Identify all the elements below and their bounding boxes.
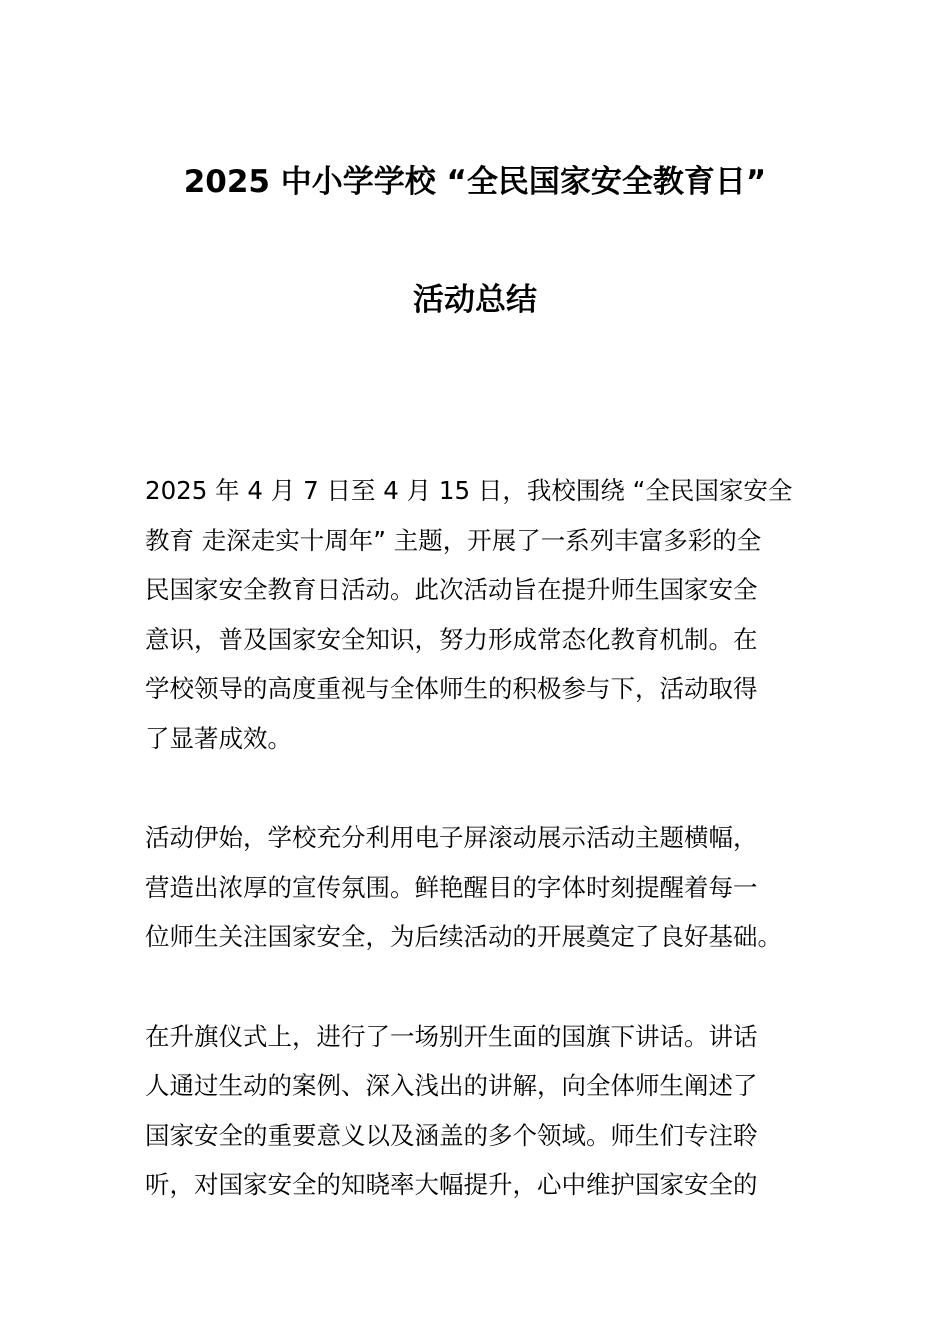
paragraph-spacer: [145, 764, 807, 814]
paragraph-2: [145, 813, 807, 962]
paragraph-line: 听，对国家安全的知晓率大幅提升，心中维护国家安全的: [145, 1170, 758, 1200]
document-title-line-1: 2025 中小学学校 “全民国家安全教育日”: [183, 164, 767, 200]
paragraph-line: 人通过生动的案例、深入浅出的讲解，向全体师生阐述了: [145, 1071, 758, 1101]
paragraph-line: 2025 年 4 月 7 日至 4 月 15 日，我校围绕 “全民国家安全: [145, 476, 793, 505]
paragraph-line: 位师生关注国家安全，为后续活动的开展奠定了良好基础。: [145, 922, 782, 952]
document-title-line-2: 活动总结: [413, 282, 537, 318]
paragraph-line: 了显著成效。: [145, 723, 292, 753]
paragraph-line: 意识，普及国家安全知识，努力形成常态化教育机制。在: [145, 624, 758, 654]
paragraph-line: 教育 走深走实十周年” 主题，开展了一系列丰富多彩的全: [145, 525, 762, 555]
paragraph-line: 民国家安全教育日活动。此次活动旨在提升师生国家安全: [145, 575, 758, 605]
paragraph-spacer: [145, 962, 807, 1012]
paragraph-line: 国家安全的重要意义以及涵盖的多个领域。师生们专注聆: [145, 1120, 758, 1150]
paragraph-1: [145, 466, 807, 764]
document-body: [145, 466, 807, 1210]
paragraph-line: 营造出浓厚的宣传氛围。鲜艳醒目的字体时刻提醒着每一: [145, 872, 758, 902]
paragraph-line: 在升旗仪式上，进行了一场别开生面的国旗下讲话。讲话: [145, 1021, 758, 1051]
paragraph-line: 活动伊始，学校充分利用电子屏滚动展示活动主题横幅，: [145, 823, 758, 853]
paragraph-line: 学校领导的高度重视与全体师生的积极参与下，活动取得: [145, 674, 758, 704]
paragraph-3: [145, 1012, 807, 1210]
